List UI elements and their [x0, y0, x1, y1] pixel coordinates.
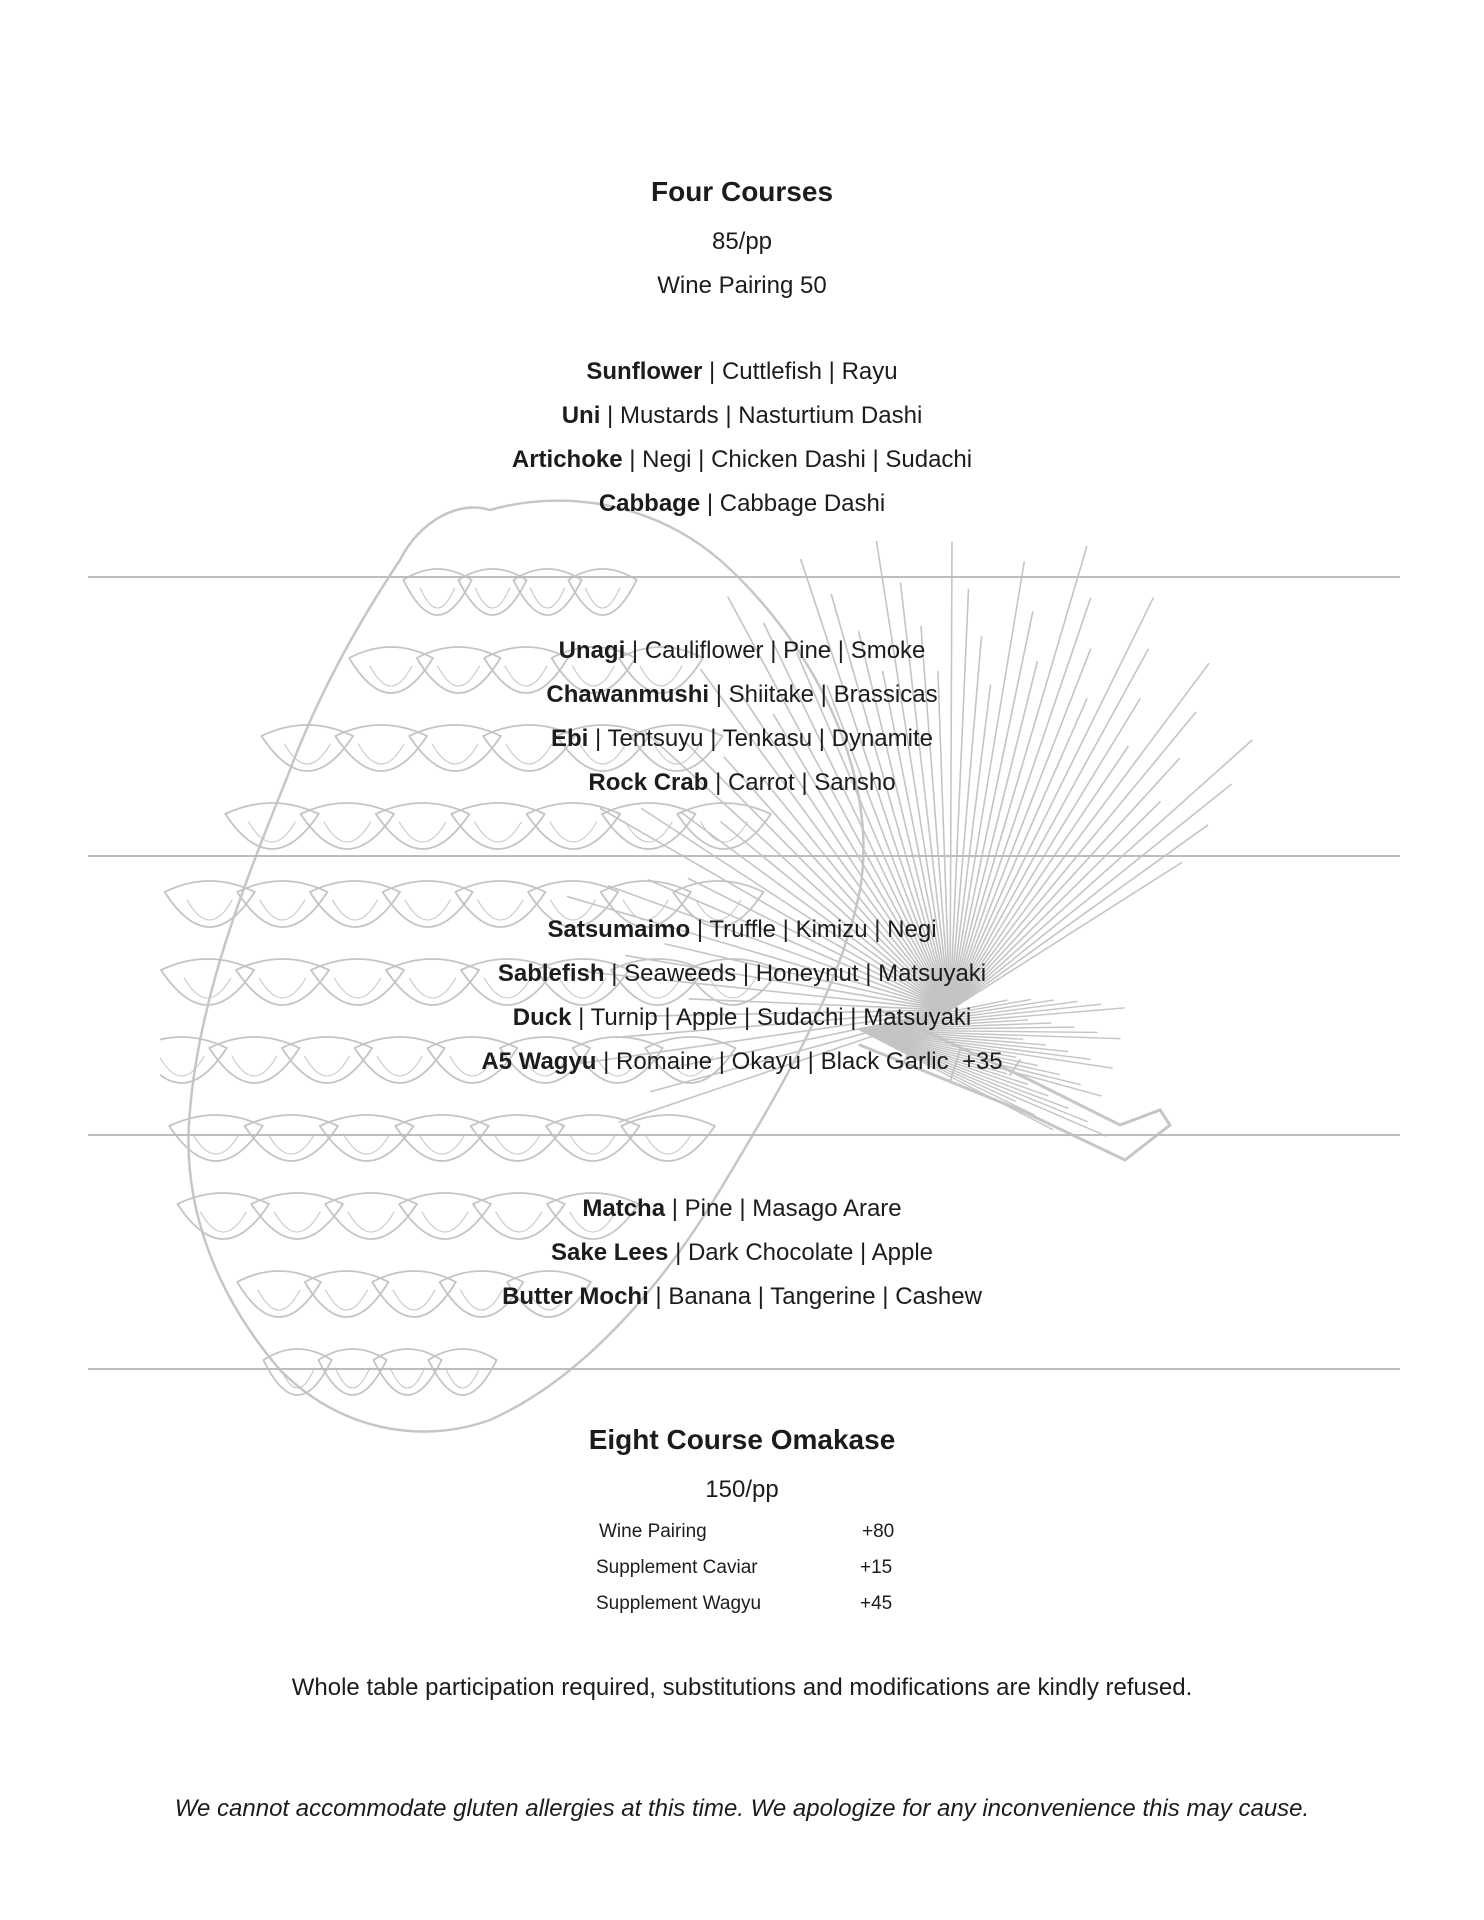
menu-item [0, 1283, 1484, 1311]
section-divider [88, 576, 1400, 578]
section-divider [88, 855, 1400, 857]
dish-name: Matcha [582, 1195, 666, 1222]
dish-details: | Dark Chocolate | Apple [668, 1239, 934, 1266]
menu-item [0, 1048, 1484, 1076]
dish-name: Duck [512, 1004, 572, 1031]
dish-name: Artichoke [511, 446, 623, 473]
dish-name: Chawanmushi [546, 681, 710, 708]
menu-item [0, 681, 1484, 709]
dish-name: Sunflower [586, 358, 703, 385]
omakase-title: Eight Course Omakase [588, 1424, 896, 1455]
menu-item [0, 358, 1484, 386]
dish-details: | Seaweeds | Honeynut | Matsuyaki [604, 960, 987, 987]
four-courses-title: Four Courses [650, 176, 834, 207]
dish-name: Sablefish [497, 960, 605, 987]
supplement-price: +80 [862, 1521, 895, 1542]
dish-details: | Negi | Chicken Dashi | Sudachi [622, 446, 973, 473]
supplement-price: +15 [860, 1557, 893, 1578]
dish-name: Cabbage [598, 490, 701, 517]
dish-details: | Romaine | Okayu | Black Garlic +35 [596, 1048, 1003, 1075]
dish-name: Sake Lees [550, 1239, 669, 1266]
menu-item [0, 916, 1484, 944]
supplement-label: Supplement Caviar [596, 1557, 758, 1578]
supplement-label: Supplement Wagyu [596, 1593, 762, 1614]
menu-item [0, 1239, 1484, 1267]
dish-details: | Shiitake | Brassicas [709, 681, 938, 708]
policy-note: Whole table participation required, substitutions and modifications are kindly refused. [291, 1674, 1193, 1701]
supplement-price: +45 [860, 1593, 893, 1614]
menu-item [0, 446, 1484, 474]
menu-item [0, 637, 1484, 665]
omakase-price: 150/pp [705, 1476, 779, 1503]
menu-item [0, 402, 1484, 430]
menu-item [0, 1195, 1484, 1223]
menu-item [0, 725, 1484, 753]
dish-details: | Cabbage Dashi [700, 490, 886, 517]
menu-item [0, 490, 1484, 518]
menu-item [0, 960, 1484, 988]
dish-details: | Tentsuyu | Tenkasu | Dynamite [588, 725, 933, 752]
dish-details: | Truffle | Kimizu | Negi [690, 916, 937, 943]
dish-details: | Cauliflower | Pine | Smoke [625, 637, 926, 664]
four-courses-price: 85/pp [711, 228, 773, 255]
menu-item [0, 1004, 1484, 1032]
dish-details: | Cuttlefish | Rayu [702, 358, 898, 385]
dish-name: A5 Wagyu [481, 1048, 597, 1075]
dish-name: Uni [561, 402, 601, 429]
four-courses-wine-pairing: Wine Pairing 50 [657, 272, 827, 299]
allergy-note: We cannot accommodate gluten allergies at this time. We apologize for any inconvenience this may cause. [174, 1795, 1310, 1822]
dish-name: Unagi [558, 637, 626, 664]
dish-name: Butter Mochi [502, 1283, 649, 1310]
dish-name: Satsumaimo [547, 916, 691, 943]
dish-details: | Mustards | Nasturtium Dashi [600, 402, 923, 429]
dish-name: Ebi [550, 725, 589, 752]
section-divider [88, 1368, 1400, 1370]
dish-name: Rock Crab [588, 769, 709, 796]
section-divider [88, 1134, 1400, 1136]
menu-item [0, 769, 1484, 797]
supplement-label: Wine Pairing [599, 1521, 707, 1542]
dish-details: | Banana | Tangerine | Cashew [648, 1283, 982, 1310]
dish-details: | Pine | Masago Arare [665, 1195, 902, 1222]
dish-details: | Turnip | Apple | Sudachi | Matsuyaki [571, 1004, 972, 1031]
dish-details: | Carrot | Sansho [708, 769, 896, 796]
